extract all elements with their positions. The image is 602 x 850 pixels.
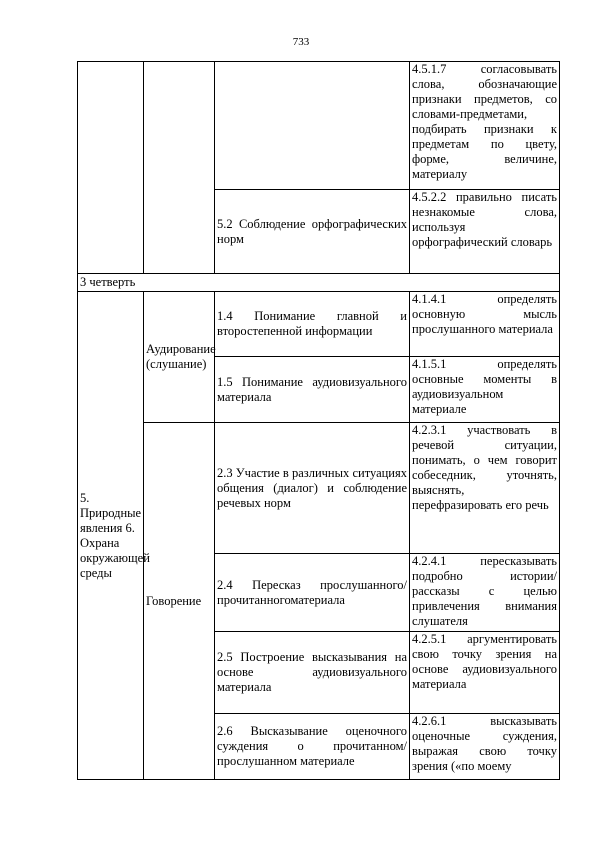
quarter-row [78, 274, 560, 292]
empty-cell [215, 62, 410, 190]
page-number: 733 [292, 36, 310, 48]
subskill-cell: 1.5 Понимание аудиовизуального материала [215, 357, 410, 423]
quarter-label: 3 четверть [78, 274, 560, 292]
outcome-cell: 4.5.2.2 правильно писать незнакомые слова, используя орфографический словарь [410, 190, 560, 274]
empty-cell [78, 62, 144, 274]
outcome-cell: 4.1.5.1 определять основные моменты в аудиовизуальном материале [410, 357, 560, 423]
outcome-cell: 4.5.1.7 согласовывать слова, обозначающие признаки предметов, со словами-предметами, подбирать признаки к предметам по цвету, форме, величине, материалу [410, 62, 560, 190]
skill-listening: Аудирование (слушание) [144, 292, 215, 423]
topic-cell: 5. Природные явления 6. Охрана окружающей среды [78, 292, 144, 780]
curriculum-table [77, 61, 560, 780]
skill-speaking: Говорение [144, 423, 215, 780]
outcome-cell: 4.2.5.1 аргументировать свою точку зрения на основе аудиовизуального материала [410, 632, 560, 714]
outcome-cell: 4.2.6.1 высказывать оценочные суждения, выражая свою точку зрения («по моему [410, 714, 560, 780]
table-row [78, 423, 560, 554]
subskill-cell: 2.4 Пересказ прослушанного/ прочитанногоматериала [215, 554, 410, 632]
subskill-cell: 2.3 Участие в различных ситуациях общения (диалог) и соблюдение речевых норм [215, 423, 410, 554]
outcome-cell: 4.2.3.1 участвовать в речевой ситуации, понимать, о чем говорит собеседник, уточнять, выяснять, перефразировать его речь [410, 423, 560, 554]
table-row [78, 62, 560, 190]
table-row [78, 292, 560, 357]
outcome-cell: 4.1.4.1 определять основную мысль прослушанного материала [410, 292, 560, 357]
outcome-cell: 4.2.4.1 пересказывать подробно истории/ рассказы с целью привлечения внимания слушателя [410, 554, 560, 632]
subskill-cell: 5.2 Соблюдение орфографических норм [215, 190, 410, 274]
subskill-cell: 1.4 Понимание главной и второстепенной информации [215, 292, 410, 357]
subskill-cell: 2.6 Высказывание оценочного суждения о прочитанном/ прослушанном материале [215, 714, 410, 780]
empty-cell [144, 62, 215, 274]
subskill-cell: 2.5 Построение высказывания на основе аудиовизуального материала [215, 632, 410, 714]
